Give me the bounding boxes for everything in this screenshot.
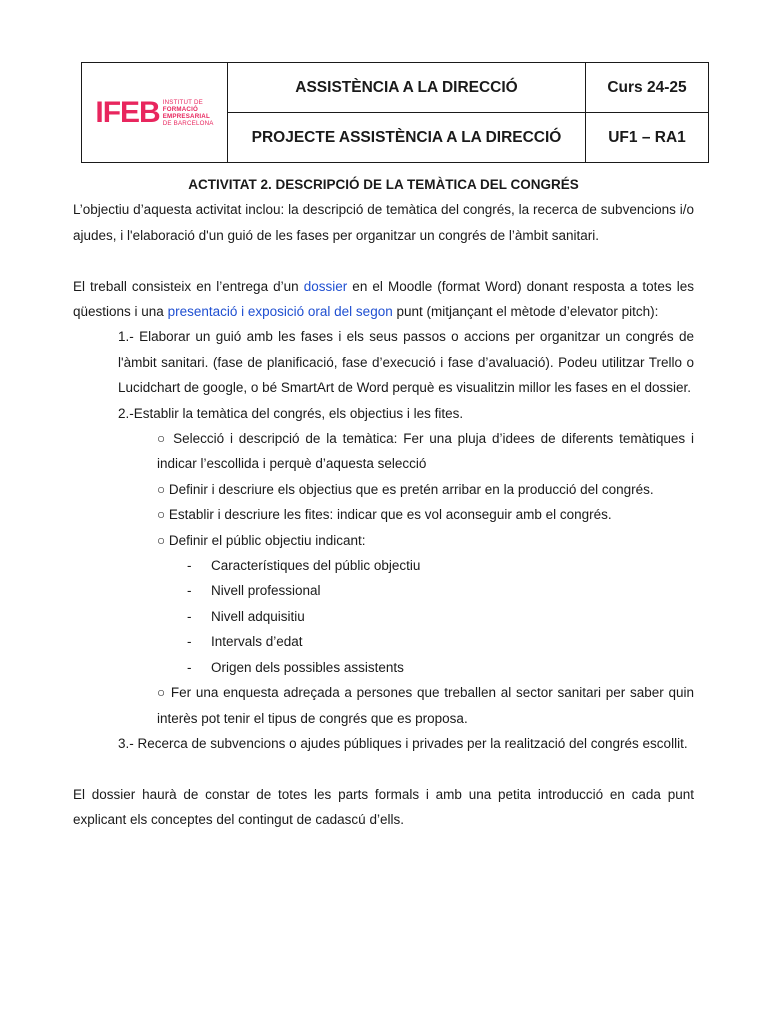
header-table bbox=[81, 62, 709, 163]
closing-paragraph: El dossier haurà de constar de totes les parts formals i amb una petita introducció en cada punt explicant els conceptes del contingut de cadascú d’ells. bbox=[73, 786, 694, 828]
sub-item-milestones: ○ Establir i descriure les fites: indicar que es vol aconseguir amb el congrés. bbox=[157, 507, 612, 523]
intro-paragraph: L’objectiu d’aquesta activitat inclou: la descripció de temàtica del congrés, la recerca de subvencions i/o ajudes, i l'elaboració d'un guió de les fases per organitzar un congrés de l’àmbit sanitari. bbox=[73, 202, 694, 243]
task-paragraph: El treball consisteix en l’entrega d’un dossier en el Moodle (format Word) donant resposta a totes les qüestions i una presentació i exposició oral del segon punt (mitjançant el mètode d’elevator pitch): bbox=[73, 278, 694, 320]
sub-item-objectives: ○ Definir i descriure els objectius que es pretén arribar en la producció del congrés. bbox=[157, 481, 654, 497]
document-body bbox=[73, 172, 694, 833]
audience-item: - Nivell adquisitiu bbox=[187, 608, 305, 624]
ifeb-logo bbox=[95, 95, 214, 129]
activity-title: ACTIVITAT 2. DESCRIPCIÓ DE LA TEMÀTICA DEL CONGRÉS bbox=[188, 177, 579, 192]
list-item-3: 3.- Recerca de subvencions o ajudes públiques i privades per la realització del congrés escollit. bbox=[118, 735, 688, 751]
sub-item-survey: ○ Fer una enquesta adreçada a persones que treballen al sector sanitari per saber quin interès pot tenir el tipus de congrés que es proposa. bbox=[157, 685, 694, 726]
audience-item: - Característiques del públic objectiu bbox=[187, 558, 421, 574]
logo-word: IFEB bbox=[95, 95, 160, 129]
unit-code: UF1 – RA1 bbox=[586, 113, 709, 163]
logo-cell bbox=[82, 63, 228, 163]
audience-item: - Nivell professional bbox=[187, 583, 321, 599]
project-title: PROJECTE ASSISTÈNCIA A LA DIRECCIÓ bbox=[228, 113, 586, 163]
presentation-link[interactable]: presentació i exposició oral del segon bbox=[167, 304, 393, 320]
sub-item-theme: ○ Selecció i descripció de la temàtica: Fer una pluja d’idees de diferents temàtiques i indicar l’escollida i perquè d’aquesta selecció bbox=[157, 431, 694, 472]
list-item-2: 2.-Establir la temàtica del congrés, els objectius i les fites. bbox=[118, 405, 464, 421]
audience-item: - Origen dels possibles assistents bbox=[187, 659, 404, 675]
logo-subtitle: INSTITUT DE FORMACIÓ EMPRESARIAL DE BARCELONA bbox=[162, 98, 214, 127]
list-item-1: 1.- Elaborar un guió amb les fases i els seus passos o accions per organitzar un congrés de l'àmbit sanitari. (fase de planificació, fase d’execució i fase d’avaluació). Podeu utilitzar Trello o Lucidchart de google, o bé SmartArt de Word perquè es visualitzin millor les fases en el dossier. bbox=[118, 329, 694, 396]
audience-item: - Intervals d’edat bbox=[187, 634, 303, 650]
dossier-link[interactable]: dossier bbox=[303, 278, 348, 294]
course-year: Curs 24-25 bbox=[586, 63, 709, 113]
sub-item-audience: ○ Definir el públic objectiu indicant: bbox=[157, 532, 366, 548]
course-title: ASSISTÈNCIA A LA DIRECCIÓ bbox=[228, 63, 586, 113]
